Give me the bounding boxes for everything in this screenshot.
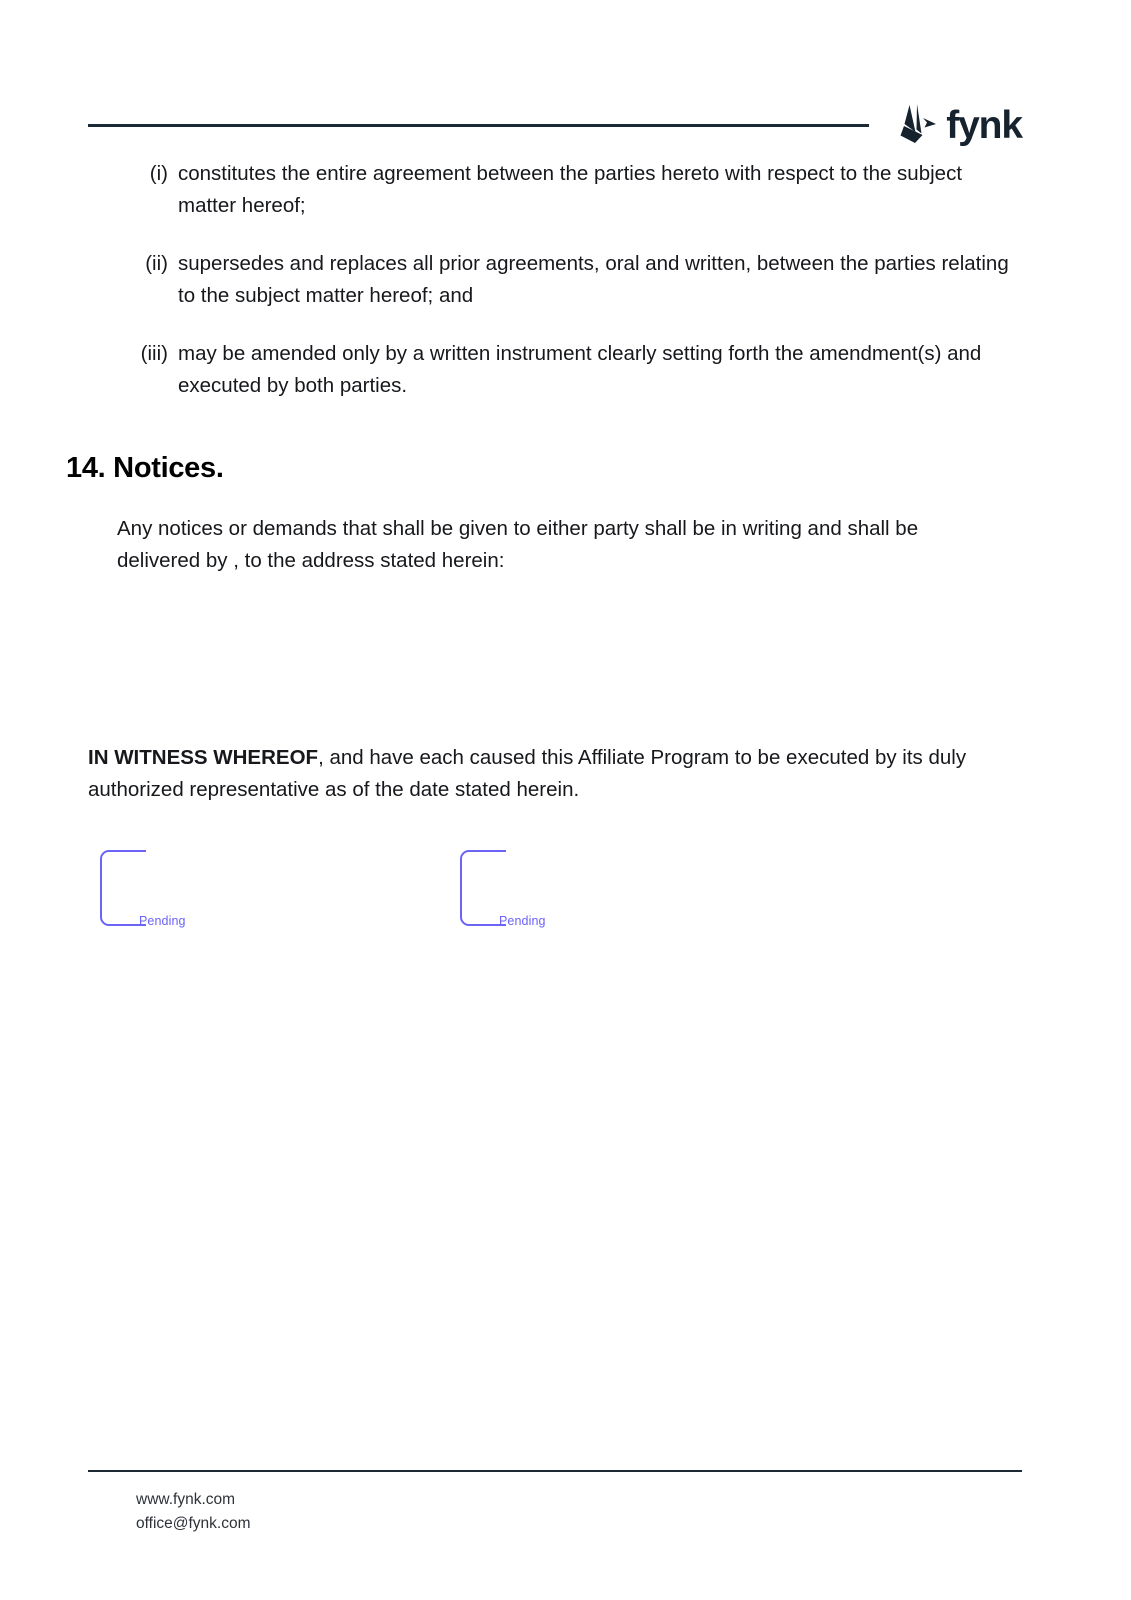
witness-bold-lead: IN WITNESS WHEREOF [88,746,319,769]
signature-block-2[interactable] [460,850,720,940]
status-badge: Pending [499,914,546,928]
list-marker: (ii) [145,251,168,275]
footer-contact [136,1488,1022,1536]
section-heading-notices: 14. Notices. [66,451,224,484]
roman-numeral-list [88,158,1023,402]
origami-bird-icon [891,102,937,146]
footer-email: office@fynk.com [136,1515,251,1533]
notices-paragraph: Any notices or demands that shall be given to either party shall be in writing and shall be delivered by , to the address stated herein: [117,516,919,572]
list-marker: (iii) [140,341,168,365]
witness-paragraph [88,742,993,806]
list-item [88,338,1023,402]
document-body [66,158,1023,577]
header-divider [88,124,869,127]
witness-rest-text: , and have each caused this Affiliate Program to be executed by its duly authorized representative as of the date stated herein. [88,746,967,801]
list-item-text: may be amended only by a written instrument clearly setting forth the amendment(s) and executed by both parties. [178,341,982,397]
list-item-text: constitutes the entire agreement between the parties hereto with respect to the subject matter hereof; [178,162,963,217]
logo-wordmark: fynk [946,103,1022,147]
list-item [88,248,1023,312]
footer-website: www.fynk.com [136,1491,236,1508]
signature-area [100,850,700,950]
list-item [88,158,1023,222]
page-header [88,100,1022,160]
footer-divider [88,1470,1022,1472]
brand-logo [891,102,1022,146]
page-footer [88,1470,1022,1536]
status-badge: Pending [139,914,186,928]
list-item-text: supersedes and replaces all prior agreements, oral and written, between the parties relating to the subject matter hereof; and [178,251,1009,307]
signature-block-1[interactable] [100,850,360,940]
list-marker: (i) [149,162,168,185]
